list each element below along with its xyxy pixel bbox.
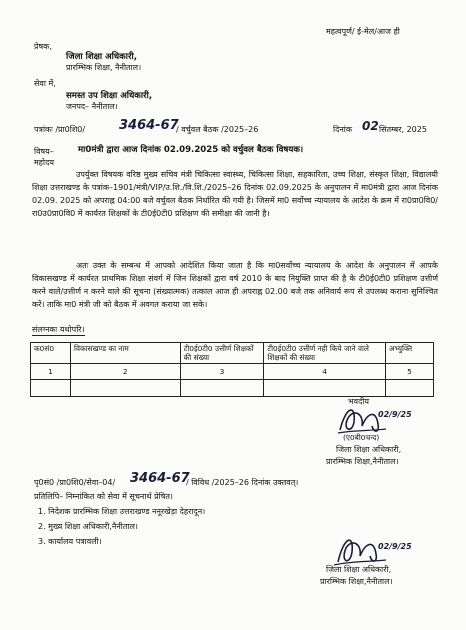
closing-text: भवदीय	[348, 397, 370, 406]
table-cell	[264, 380, 386, 397]
copy-intro: प्रतिलिपि– निम्नांकित को सेवा में सूचनार्थ प्रेषित।	[34, 492, 173, 501]
sender-title: जिला शिक्षा अधिकारी,	[66, 52, 138, 62]
table-header-cell: टी0ई0टी0 उत्तीर्ण नही किये जाने वाले शिक्षकों की संख्या	[264, 343, 386, 364]
copy-ref-number-handwritten: 3464-67	[130, 471, 190, 486]
signature2-office: प्रारम्भिक शिक्षा,नैनीताल।	[320, 577, 393, 586]
copy-ref-suffix: / विविध /2025–26 दिनांक उक्तवत्।	[186, 478, 299, 487]
date-handwritten: 02	[362, 119, 379, 133]
sender-office: प्रारम्भिक शिक्षा, नैनीताल।	[66, 63, 142, 72]
subject-label: विषय–	[34, 147, 54, 156]
salutation: महोदय	[34, 158, 54, 167]
signature1-office: प्रारम्भिक शिक्षा,नैनीताल।	[326, 457, 399, 466]
body-paragraph-1: उपर्युक्त विषयक वरिष्ठ मुख्य सचिव मंत्री चिकित्सा स्वास्थ्य, चिकित्सा शिक्षा, सहकारिता, उच्च शिक्षा, संस्कृत शिक्षा, विद्यालयी शिक्षा उत्तराखण्ड के पत्रांक–1901/मंत्री/VIP/उ.शि./वि.शि./2025–26 दिनांक 02.09.2025 के अनुपालन में मा0मंत्री द्वारा आज दिनांक 02.09. 2025 को अपराह्न 04:00 बजे वर्चुवल बैठक निर्धारित की गयी है। जिसमें मा0 सर्वोच्च न्यायालय के आदेश के क्रम में रा0प्रा0वि0/रा0उ0प्रा0वि0 में कार्यरत शिक्षकों के टी0ई0टी0 प्रशिक्षण की समीक्षा की जानी है।	[32, 170, 438, 218]
subject-text: मा0मंत्री द्वारा आज दिनांक 02.09.2025 को वर्चुवल बैठक विषयक।	[78, 145, 304, 155]
table-cell: 1	[31, 364, 71, 380]
recipient-title: समस्त उप शिक्षा अधिकारी,	[66, 91, 153, 101]
date-prefix: दिनांक	[333, 125, 352, 134]
table-cell: 5	[386, 364, 434, 380]
table-cell: 4	[264, 364, 386, 380]
table-cell	[180, 380, 264, 397]
tet-table	[30, 342, 434, 397]
date-suffix: सितम्बर, 2025	[379, 125, 427, 134]
body-paragraph-2: अतः उक्त के सम्बन्ध में आपको आदेशित किया जाता है कि मा0सर्वोच्च न्यायालय के आदेश के अनुपालन में आपके विकासखण्ड में कार्यरत प्राथमिक शिक्षा संवर्ग में जिन शिक्षकों द्वारा वर्ष 2010 के बाद नियुक्ति प्राप्त की है के टी0ई0टी0 प्रशिक्षण उत्तीर्ण करने वाले/उत्तीर्ण न करने वाले की सूचना (संख्यात्मक) तत्काल आज ही अपराह्न 02.00 बजे तक अनिवार्य रूप से उपलब्ध कराना सुनिश्चित करें। ताकि मा0 मंत्री जी को बैठक में अवगत कराया जा सके।	[32, 261, 438, 309]
ref-suffix: / वर्चुवल बैठक /2025–26	[176, 125, 259, 134]
copy-item: 1. निदेशक प्रारम्भिक शिक्षा उत्तराखण्ड ननूरखेड़ा देहरादून।	[38, 507, 206, 516]
ref-prefix: पत्रांकः /प्रा0शि0/	[34, 125, 86, 134]
table-cell: 2	[70, 364, 180, 380]
table-header-row	[31, 343, 434, 364]
signature-date-1: 02/9/25	[378, 410, 412, 419]
officer-name: (ए0बी0चन्द)	[343, 433, 380, 442]
sender-label: प्रेषक,	[34, 42, 52, 51]
table-cell: 3	[180, 364, 264, 380]
copy-ref-prefix: पृ0सं0 /प्रा0शि0/सेवा–04/	[34, 478, 116, 487]
copy-item: 2. मुख्य शिक्षा अधिकारी,नैनीताल।	[38, 522, 138, 531]
to-label: सेवा में,	[34, 79, 56, 88]
signature1-title: जिला शिक्षा अधिकारी,	[336, 445, 402, 454]
table-cell	[31, 380, 71, 397]
table-row	[31, 380, 434, 397]
ref-number-handwritten: 3464-67	[119, 118, 179, 133]
table-number-row	[31, 364, 434, 380]
table-header-cell: टी0ई0टी0 उत्तीर्ण शिक्षकों की संख्या	[180, 343, 264, 364]
signature-date-2: 02/9/25	[378, 542, 412, 551]
copy-item: 3. कार्यालय पत्रावली।	[38, 537, 102, 546]
signature2-title: जिला शिक्षा अधिकारी,	[326, 565, 392, 574]
table-cell	[386, 380, 434, 397]
table-header-cell: अभ्युक्ति	[386, 343, 434, 364]
priority-note: महत्वपूर्ण/ ई-मेल/आज ही	[326, 27, 400, 36]
table-header-cell: क0सं0	[31, 343, 71, 364]
recipient-district: जनपद– नैनीताल।	[66, 102, 118, 111]
enclosure-note: संलग्नकः यथोपरि।	[32, 325, 85, 334]
table-cell	[70, 380, 180, 397]
table-header-cell: विकासखण्ड का नाम	[70, 343, 180, 364]
